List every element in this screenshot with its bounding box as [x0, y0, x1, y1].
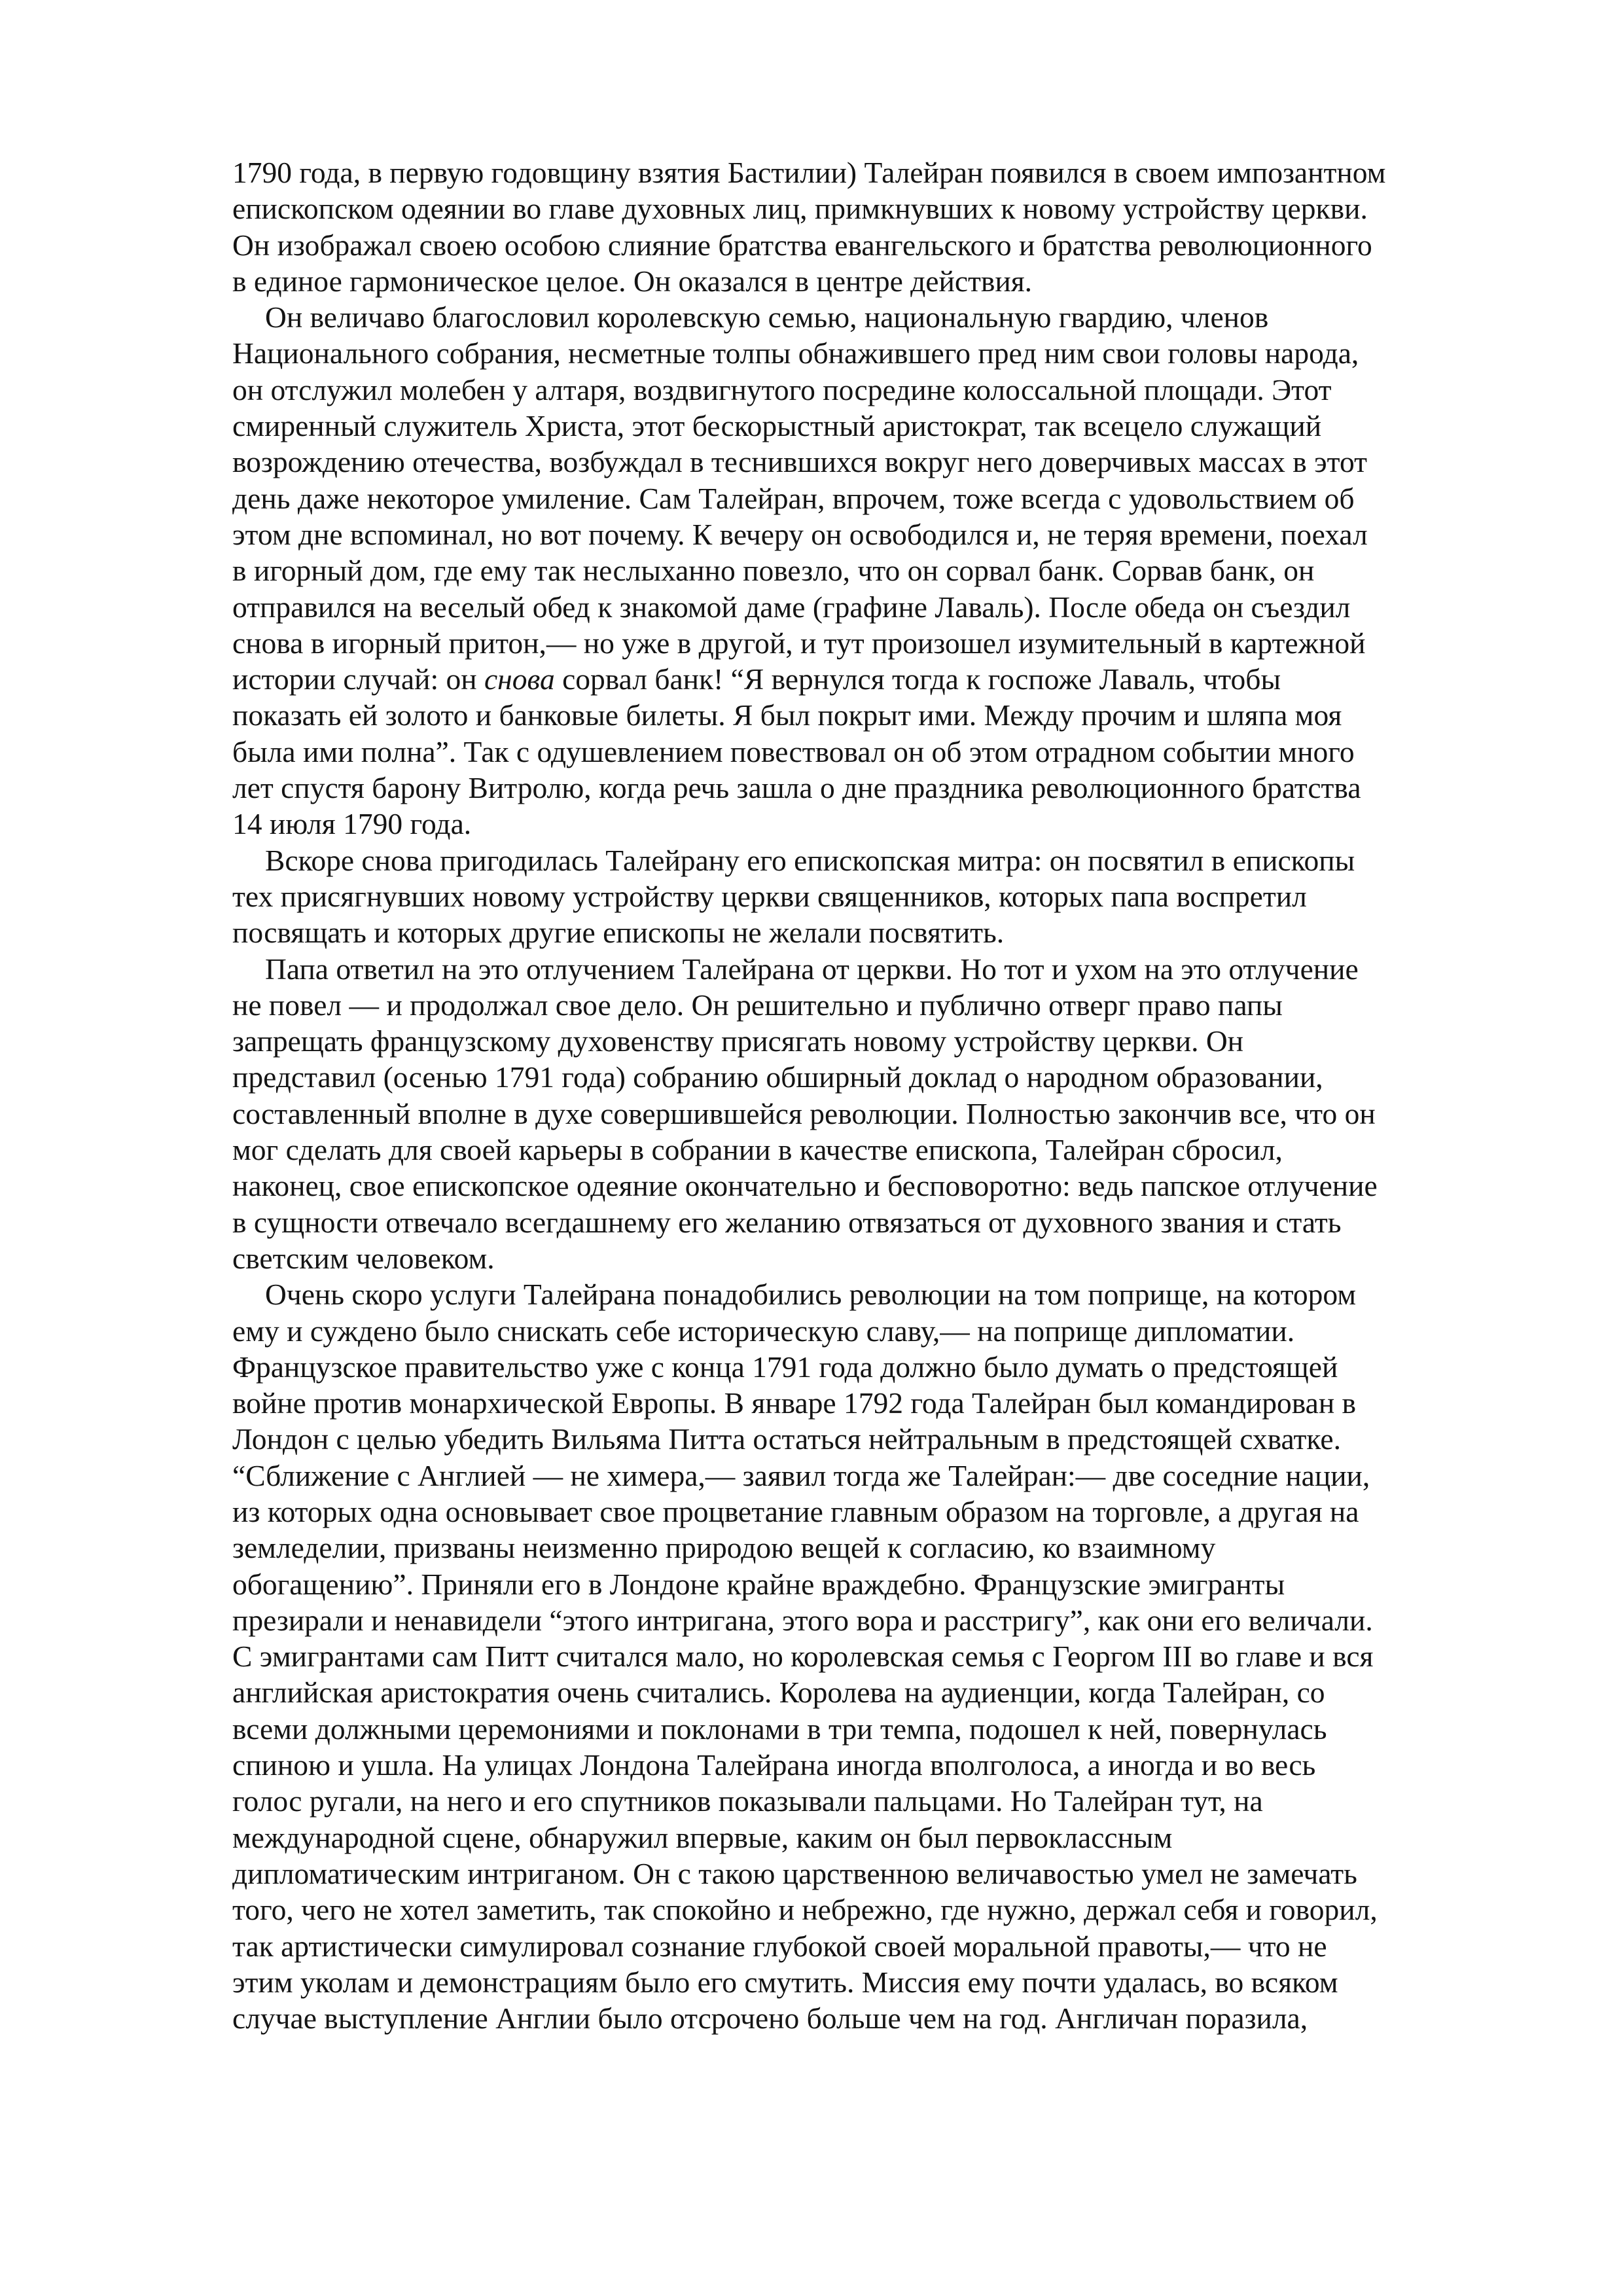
- text-line: Национального собрания, несметные толпы обнажившего пред ним свои головы народа,: [232, 336, 1359, 370]
- text-line: земледелии, призваны неизменно природою вещей к согласию, ко взаимному: [232, 1531, 1216, 1565]
- text-line: всеми должными церемониями и поклонами в три темпа, подошел к ней, повернулась: [232, 1712, 1327, 1746]
- text-line: Он величаво благословил королевскую семью, национальную гвардию, членов: [265, 300, 1269, 334]
- text-line: Очень скоро услуги Талейрана понадобились революции на том поприще, на котором: [265, 1278, 1357, 1312]
- text-line: 14 июля 1790 года.: [232, 807, 472, 841]
- text-line: возрождению отечества, возбуждал в теснившихся вокруг него доверчивых массах в этот: [232, 445, 1367, 479]
- text-line: посвящать и которых другие епископы не желали посвятить.: [232, 916, 1005, 950]
- text-line: епископском одеянии во главе духовных лиц, примкнувших к новому устройству церкви.: [232, 192, 1368, 226]
- text-line: голос ругали, на него и его спутников показывали пальцами. Но Талейран тут, на: [232, 1784, 1263, 1818]
- text-line: мог сделать для своей карьеры в собрании в качестве епископа, Талейран сбросил,: [232, 1133, 1283, 1167]
- text-line: показать ей золото и банковые билеты. Я был покрыт ими. Между прочим и шляпа моя: [232, 698, 1342, 732]
- text-line: светским человеком.: [232, 1241, 495, 1275]
- text-line: “Сближение с Англией — не химера,— заявил тогда же Талейран:— две соседние нации,: [232, 1458, 1370, 1492]
- text-segment: сорвал банк! “Я вернулся тогда к госпоже Лаваль, чтобы: [554, 662, 1281, 696]
- text-line: в игорный дом, где ему так неслыханно повезло, что он сорвал банк. Сорвав банк, он: [232, 554, 1315, 588]
- document-body: [232, 154, 1515, 2036]
- paragraph-5: [232, 1276, 1515, 2036]
- text-line: в сущности отвечало всегдашнему его желанию отвязаться от духовного звания и стать: [232, 1205, 1342, 1239]
- text-line: 1790 года, в первую годовщину взятия Бастилии) Талейран появился в своем импозантном: [232, 156, 1386, 189]
- text-line: составленный вполне в духе совершившейся революции. Полностью закончив все, что он: [232, 1096, 1376, 1130]
- text-line: дипломатическим интриганом. Он с такою царственною величавостью умел не замечать: [232, 1856, 1357, 1890]
- text-line: Он изображал своею особою слияние братства евангельского и братства революционного: [232, 228, 1372, 262]
- text-line: из которых одна основывает свое процветание главным образом на торговле, а другая на: [232, 1494, 1359, 1528]
- text-line: войне против монархической Европы. В январе 1792 года Талейран был командирован в: [232, 1386, 1357, 1420]
- text-line: не повел — и продолжал свое дело. Он решительно и публично отверг право папы: [232, 988, 1283, 1022]
- text-line-with-italic: [232, 661, 1515, 697]
- text-line: Французское правительство уже с конца 1791 года должно было думать о предстоящей: [232, 1350, 1338, 1384]
- text-line: этом дне вспоминал, но вот почему. К вечеру он освободился и, не теряя времени, поехал: [232, 517, 1368, 551]
- text-line: лет спустя барону Витролю, когда речь зашла о дне праздника революционного братства: [232, 771, 1361, 805]
- text-line: С эмигрантами сам Питт считался мало, но королевская семья с Георгом III во главе и вся: [232, 1640, 1374, 1674]
- text-line: Папа ответил на это отлучением Талейрана от церкви. Но тот и ухом на это отлучение: [265, 952, 1359, 986]
- text-line: день даже некоторое умиление. Сам Талейран, впрочем, тоже всегда с удовольствием об: [232, 481, 1355, 515]
- text-line: английская аристократия очень считались. Королева на аудиенции, когда Талейран, со: [232, 1676, 1325, 1710]
- paragraph-3: [232, 842, 1515, 951]
- text-line: снова в игорный притон,— но уже в другой, и тут произошел изумительный в картежной: [232, 626, 1366, 660]
- text-line: наконец, свое епископское одеяние окончательно и бесповоротно: ведь папское отлучение: [232, 1169, 1378, 1203]
- text-line: запрещать французскому духовенству присягать новому устройству церкви. Он: [232, 1024, 1244, 1058]
- text-line: тех присягнувших новому устройству церкви священников, которых папа воспретил: [232, 879, 1307, 913]
- text-line: случае выступление Англии было отсрочено больше чем на год. Англичан поразила,: [232, 2001, 1308, 2036]
- text-line: обогащению”. Приняли его в Лондоне крайне враждебно. Французские эмигранты: [232, 1567, 1285, 1601]
- paragraph-4: [232, 951, 1515, 1277]
- text-line: отправился на веселый обед к знакомой даме (графине Лаваль). После обеда он съездил: [232, 590, 1351, 624]
- paragraph-1: [232, 154, 1515, 299]
- text-line: Вскоре снова пригодилась Талейрану его епископская митра: он посвятил в епископы: [265, 843, 1355, 877]
- text-line: представил (осенью 1791 года) собранию обширный доклад о народном образовании,: [232, 1060, 1323, 1094]
- text-segment: истории случай: он: [232, 662, 484, 696]
- text-line: международной сцене, обнаружил впервые, каким он был первоклассным: [232, 1820, 1173, 1854]
- text-line: была ими полна”. Так с одушевлением повествовал он об этом отрадном событии много: [232, 734, 1355, 768]
- text-line: того, чего не хотел заметить, так спокойно и небрежно, где нужно, держал себя и говорил,: [232, 1893, 1378, 1927]
- paragraph-2: [232, 299, 1515, 842]
- text-line: так артистически симулировал сознание глубокой своей моральной правоты,— что не: [232, 1929, 1327, 1963]
- text-line: он отслужил молебен у алтаря, воздвигнутого посредине колоссальной площади. Этот: [232, 372, 1332, 406]
- italic-emphasis: снова: [484, 662, 555, 696]
- text-line: смиренный служитель Христа, этот бескорыстный аристократ, так всецело служащий: [232, 409, 1322, 443]
- text-line: спиною и ушла. На улицах Лондона Талейрана иногда вполголоса, а иногда и во весь: [232, 1748, 1316, 1782]
- text-line: ему и суждено было снискать себе историческую славу,— на поприще дипломатии.: [232, 1314, 1295, 1348]
- text-line: презирали и ненавидели “этого интригана, этого вора и расстригу”, как они его величали.: [232, 1603, 1373, 1637]
- text-line: Лондон с целью убедить Вильяма Питта остаться нейтральным в предстоящей схватке.: [232, 1422, 1341, 1456]
- text-line: этим уколам и демонстрациям было его смутить. Миссия ему почти удалась, во всяком: [232, 1965, 1338, 1999]
- text-line: в единое гармоническое целое. Он оказался в центре действия.: [232, 264, 1033, 298]
